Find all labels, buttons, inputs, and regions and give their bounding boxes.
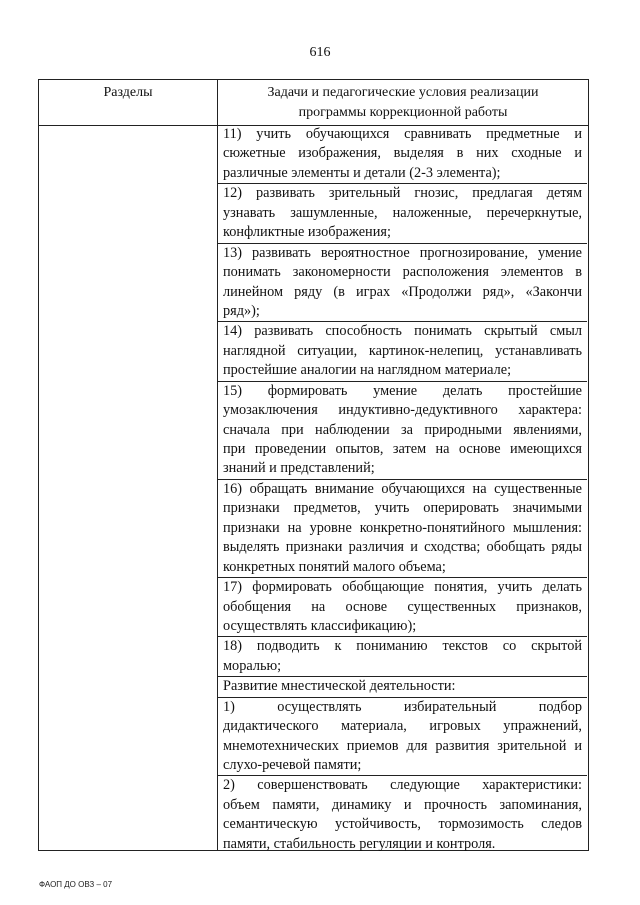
text-line: 11) учить обучающихся сравнивать предметные и bbox=[223, 126, 582, 142]
text-line: узнавать зашумленные, наложенные, перечеркнутые, bbox=[223, 204, 582, 221]
task-paragraph bbox=[223, 698, 582, 776]
text-line: 14) развивать способность понимать скрытый смыл bbox=[223, 323, 582, 340]
task-paragraph bbox=[223, 382, 582, 479]
header-tasks-line-1: Задачи и педагогические условия реализации bbox=[267, 85, 539, 100]
header-sections: Разделы bbox=[103, 85, 153, 100]
text-line: выделять признаки различия и сходства; обобщать ряды bbox=[223, 539, 582, 556]
text-line: 18) подводить к пониманию текстов со скрытой bbox=[223, 638, 582, 655]
footer-code: ФАОП ДО ОВЗ – 07 bbox=[39, 880, 113, 889]
text-line: Развитие мнестической деятельности: bbox=[223, 678, 456, 695]
text-line: различные элементы и детали (2-3 элемента); bbox=[223, 164, 501, 181]
text-line: 1) осуществлять избирательный подбор bbox=[223, 698, 582, 715]
text-line: 2) совершенствовать следующие характеристики: bbox=[223, 777, 582, 794]
task-paragraph bbox=[223, 776, 582, 854]
text-line: линейном ряду (в играх «Продолжи ряд», «Закончи bbox=[223, 283, 582, 300]
text-line: конфликтные изображения; bbox=[223, 224, 391, 241]
text-line: сюжетные изображения, выделяя в них сходные и bbox=[223, 145, 582, 162]
text-line: ряд»); bbox=[223, 302, 260, 319]
table bbox=[38, 79, 589, 851]
text-line: признаки на уровне конкретно-понятийного мышления: bbox=[223, 519, 582, 536]
page-number: 616 bbox=[309, 45, 331, 60]
text-line: памяти, стабильность регуляции и контроля. bbox=[223, 835, 496, 852]
text-line: объем памяти, динамику и прочность запоминания, bbox=[223, 796, 582, 813]
tasks-content bbox=[223, 125, 582, 854]
text-line: признаки предметов, учить оперировать значимыми bbox=[223, 500, 582, 517]
text-line: осуществлять классификацию); bbox=[223, 617, 417, 634]
text-line: моралью; bbox=[223, 657, 282, 674]
task-paragraph bbox=[223, 637, 582, 676]
text-line: наглядной ситуации, картинок-нелепиц, устанавливать bbox=[223, 342, 582, 359]
text-line: умозаключения индуктивно-дедуктивного характера: bbox=[223, 402, 582, 419]
text-line: простейшие аналогии на наглядном материале; bbox=[223, 362, 512, 379]
column-divider bbox=[217, 80, 218, 850]
task-paragraph bbox=[223, 578, 582, 636]
text-line: знаний и представлений; bbox=[223, 460, 375, 477]
task-paragraph bbox=[223, 677, 582, 696]
header-tasks-line-2: программы коррекционной работы bbox=[298, 104, 508, 120]
task-paragraph bbox=[223, 322, 582, 380]
text-line: сначала при наблюдении за природными явлениями, bbox=[223, 421, 582, 438]
task-paragraph bbox=[223, 244, 582, 322]
text-line: понимать закономерности расположения элементов в bbox=[223, 264, 582, 281]
text-line: слухо-речевой памяти; bbox=[223, 757, 362, 773]
text-line: конкретных понятий малого объема; bbox=[223, 558, 446, 575]
text-line: 13) развивать вероятностное прогнозирование, умение bbox=[223, 244, 582, 261]
text-line: 15) формировать умение делать простейшие bbox=[223, 382, 582, 399]
text-line: при проведении опытов, затем на основе имеющихся bbox=[223, 441, 582, 457]
text-line: семантическую устойчивость, тормозимость следов bbox=[223, 816, 582, 833]
text-line: 12) развивать зрительный гнозис, предлагая детям bbox=[223, 185, 582, 202]
text-line: мнемотехнических приемов для развития зрительной и bbox=[223, 737, 582, 754]
text-line: 16) обращать внимание обучающихся на существенные bbox=[223, 480, 582, 497]
text-line: 17) формировать обобщающие понятия, учить делать bbox=[223, 579, 582, 596]
task-paragraph bbox=[223, 184, 582, 242]
text-line: дидактического материала, игровых упражнений, bbox=[223, 718, 582, 735]
header-tasks bbox=[218, 83, 588, 122]
text-line: обобщения на основе существенных признаков, bbox=[223, 598, 582, 615]
task-paragraph bbox=[223, 480, 582, 577]
task-paragraph bbox=[223, 125, 582, 183]
